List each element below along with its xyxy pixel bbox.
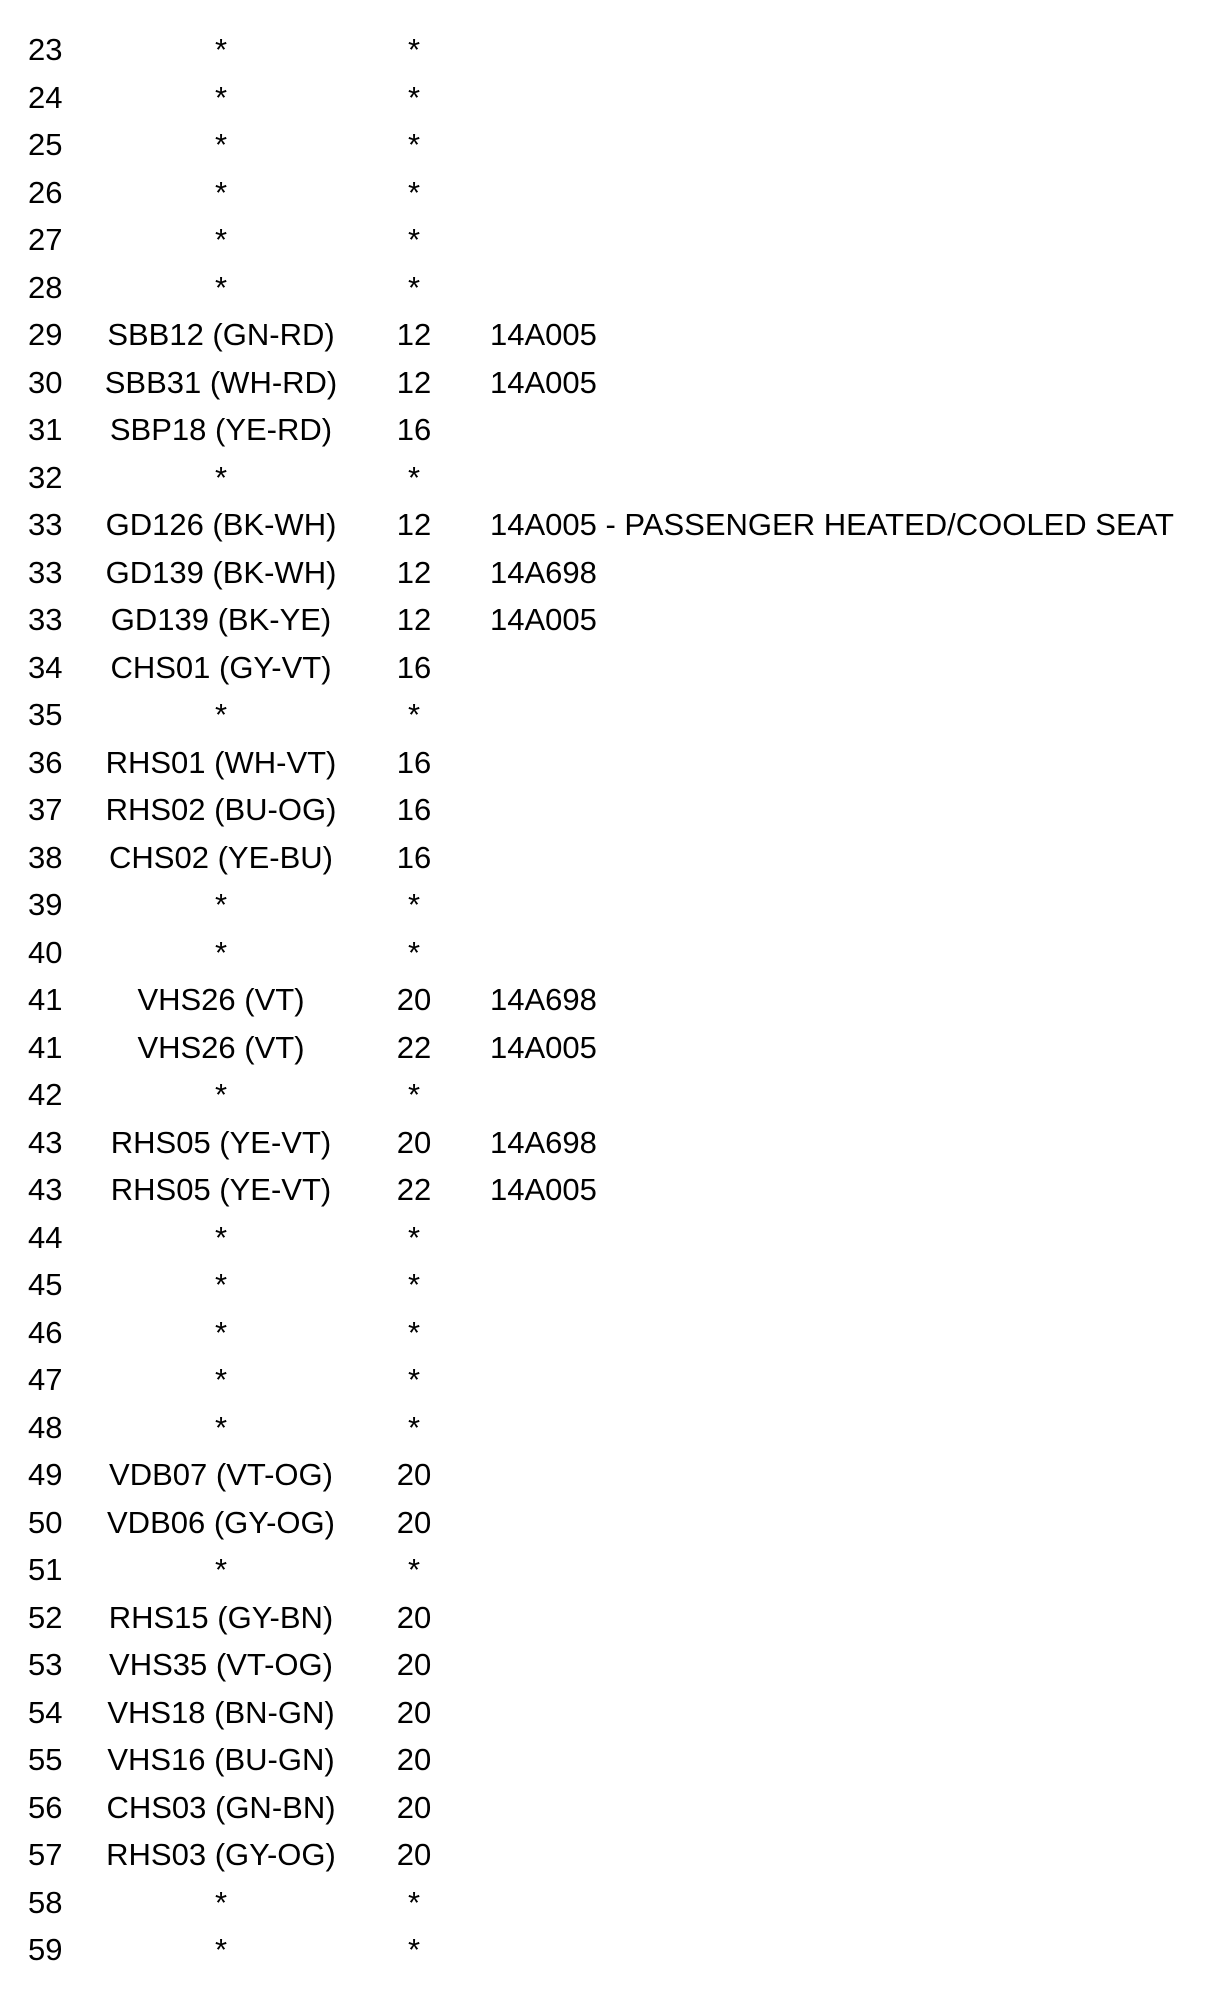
- table-row: [28, 1736, 1215, 1784]
- table-row: [28, 1119, 1215, 1167]
- circuit-cell: *: [214, 1219, 228, 1255]
- pin-cell: 53: [28, 1647, 63, 1682]
- circuit-cell: RHS03 (GY-OG): [106, 1837, 336, 1872]
- note-cell: [448, 121, 1215, 169]
- gauge-cell: 22: [396, 1172, 432, 1207]
- gauge-cell: 20: [396, 1457, 432, 1492]
- circuit-cell: VHS16 (BU-GN): [107, 1742, 335, 1777]
- circuit-cell: VHS26 (VT): [137, 982, 305, 1017]
- pin-cell: 40: [28, 934, 63, 970]
- note-cell: [448, 786, 1215, 834]
- table-row: [28, 549, 1215, 597]
- table-row: [28, 1214, 1215, 1262]
- circuit-cell: RHS02 (BU-OG): [105, 792, 337, 827]
- note-cell: 14A005: [490, 364, 597, 400]
- circuit-cell: *: [214, 1552, 228, 1587]
- pin-cell: 36: [28, 744, 63, 780]
- note-cell: [448, 739, 1215, 787]
- circuit-cell: GD139 (BK-WH): [105, 554, 337, 590]
- note-cell: 14A005 - PASSENGER HEATED/COOLED SEAT: [490, 507, 1174, 542]
- table-row: [28, 26, 1215, 74]
- pin-cell: 58: [28, 1884, 63, 1920]
- table-row: [28, 881, 1215, 929]
- gauge-cell: 20: [396, 1504, 432, 1540]
- note-cell: [448, 406, 1215, 454]
- gauge-cell: *: [407, 1362, 421, 1397]
- gauge-cell: 16: [396, 792, 432, 827]
- circuit-cell: *: [214, 79, 228, 115]
- circuit-cell: GD139 (BK-YE): [110, 602, 332, 637]
- note-cell: [448, 1404, 1215, 1452]
- note-cell: [448, 1784, 1215, 1832]
- pin-cell: 38: [28, 839, 63, 875]
- gauge-cell: *: [407, 697, 421, 732]
- gauge-cell: *: [407, 127, 421, 162]
- gauge-cell: *: [407, 1409, 421, 1445]
- table-row: [28, 1309, 1215, 1357]
- gauge-cell: *: [407, 222, 421, 257]
- circuit-cell: *: [214, 1314, 228, 1350]
- gauge-cell: 12: [396, 554, 432, 590]
- table-row: [28, 1784, 1215, 1832]
- note-cell: [448, 834, 1215, 882]
- gauge-cell: 16: [396, 839, 432, 875]
- note-cell: [448, 1736, 1215, 1784]
- note-cell: 14A005: [490, 602, 597, 637]
- pin-cell: 54: [28, 1694, 63, 1730]
- table-row: [28, 786, 1215, 834]
- table-row: [28, 1404, 1215, 1452]
- circuit-cell: VHS35 (VT-OG): [109, 1647, 333, 1682]
- circuit-cell: *: [214, 222, 228, 257]
- pin-cell: 39: [28, 887, 63, 922]
- circuit-cell: *: [214, 697, 228, 732]
- gauge-cell: *: [407, 887, 421, 922]
- circuit-cell: *: [214, 1267, 228, 1302]
- table-row: [28, 1641, 1215, 1689]
- note-cell: [448, 169, 1215, 217]
- table-row: [28, 1879, 1215, 1927]
- gauge-cell: *: [407, 1932, 421, 1967]
- table-row: [28, 644, 1215, 692]
- pin-cell: 57: [28, 1837, 63, 1872]
- circuit-cell: RHS15 (GY-BN): [108, 1599, 334, 1635]
- pin-cell: 37: [28, 792, 63, 827]
- table-row: [28, 121, 1215, 169]
- circuit-cell: *: [214, 174, 228, 210]
- pin-cell: 44: [28, 1219, 63, 1255]
- circuit-cell: SBP18 (YE-RD): [109, 412, 333, 447]
- pin-cell: 31: [28, 412, 63, 447]
- circuit-cell: *: [214, 1932, 228, 1967]
- pin-cell: 45: [28, 1267, 63, 1302]
- pin-cell: 59: [28, 1932, 63, 1967]
- pin-cell: 32: [28, 459, 63, 495]
- gauge-cell: 20: [396, 1789, 432, 1825]
- gauge-cell: 20: [396, 982, 432, 1017]
- table-row: [28, 1926, 1215, 1974]
- pin-cell: 47: [28, 1362, 63, 1397]
- table-row: [28, 406, 1215, 454]
- pin-cell: 41: [28, 982, 63, 1017]
- gauge-cell: *: [407, 1219, 421, 1255]
- pin-cell: 30: [28, 364, 63, 400]
- circuit-cell: CHS02 (YE-BU): [109, 839, 333, 875]
- table-row: [28, 1594, 1215, 1642]
- gauge-cell: 12: [396, 317, 432, 352]
- table-row: [28, 359, 1215, 407]
- pin-cell: 41: [28, 1029, 63, 1065]
- circuit-cell: SBB12 (GN-RD): [107, 317, 335, 352]
- circuit-cell: RHS05 (YE-VT): [110, 1172, 332, 1207]
- circuit-cell: VHS26 (VT): [137, 1029, 305, 1065]
- note-cell: [448, 264, 1215, 312]
- circuit-cell: *: [214, 127, 228, 162]
- table-row: [28, 264, 1215, 312]
- circuit-cell: *: [214, 934, 228, 970]
- circuit-cell: RHS05 (YE-VT): [110, 1124, 332, 1160]
- pin-cell: 52: [28, 1599, 63, 1635]
- circuit-cell: VDB07 (VT-OG): [109, 1457, 333, 1492]
- table-row: [28, 311, 1215, 359]
- gauge-cell: 16: [396, 412, 432, 447]
- pin-cell: 46: [28, 1314, 63, 1350]
- circuit-cell: GD126 (BK-WH): [105, 507, 337, 542]
- table-row: [28, 74, 1215, 122]
- pin-cell: 26: [28, 174, 63, 210]
- circuit-cell: *: [214, 1409, 228, 1445]
- circuit-cell: *: [214, 269, 228, 305]
- pin-cell: 48: [28, 1409, 63, 1445]
- note-cell: [448, 1071, 1215, 1119]
- pin-cell: 33: [28, 507, 63, 542]
- note-cell: [448, 1451, 1215, 1499]
- pin-cell: 56: [28, 1789, 63, 1825]
- gauge-cell: 20: [396, 1694, 432, 1730]
- table-row: [28, 454, 1215, 502]
- note-cell: 14A698: [490, 982, 597, 1017]
- note-cell: [448, 1546, 1215, 1594]
- table-row: [28, 691, 1215, 739]
- pin-cell: 28: [28, 269, 63, 305]
- note-cell: [448, 644, 1215, 692]
- note-cell: [448, 1356, 1215, 1404]
- circuit-cell: CHS01 (GY-VT): [110, 649, 332, 685]
- note-cell: [448, 1831, 1215, 1879]
- table-row: [28, 596, 1215, 644]
- note-cell: [448, 1261, 1215, 1309]
- table-row: [28, 1831, 1215, 1879]
- pin-cell: 27: [28, 222, 63, 257]
- gauge-cell: *: [407, 32, 421, 67]
- gauge-cell: *: [407, 1552, 421, 1587]
- table-row: [28, 1499, 1215, 1547]
- gauge-cell: *: [407, 174, 421, 210]
- table-row: [28, 1689, 1215, 1737]
- pin-cell: 24: [28, 79, 63, 115]
- gauge-cell: 20: [396, 1647, 432, 1682]
- table-row: [28, 834, 1215, 882]
- gauge-cell: 20: [396, 1124, 432, 1160]
- pin-cell: 35: [28, 697, 63, 732]
- table-row: [28, 1356, 1215, 1404]
- gauge-cell: 20: [396, 1837, 432, 1872]
- note-cell: [448, 216, 1215, 264]
- gauge-cell: *: [407, 1077, 421, 1112]
- circuit-cell: *: [214, 1362, 228, 1397]
- gauge-cell: *: [407, 934, 421, 970]
- circuit-cell: VDB06 (GY-OG): [107, 1504, 335, 1540]
- pin-cell: 33: [28, 602, 63, 637]
- circuit-cell: *: [214, 887, 228, 922]
- pin-cell: 33: [28, 554, 63, 590]
- pin-cell: 50: [28, 1504, 63, 1540]
- note-cell: [448, 691, 1215, 739]
- note-cell: [448, 1309, 1215, 1357]
- table-row: [28, 1261, 1215, 1309]
- note-cell: 14A005: [490, 317, 597, 352]
- note-cell: [448, 881, 1215, 929]
- note-cell: [448, 1641, 1215, 1689]
- gauge-cell: 12: [396, 602, 432, 637]
- note-cell: [448, 929, 1215, 977]
- pin-cell: 43: [28, 1172, 63, 1207]
- pin-cell: 43: [28, 1124, 63, 1160]
- pin-cell: 23: [28, 32, 63, 67]
- gauge-cell: 12: [396, 507, 432, 542]
- pin-cell: 29: [28, 317, 63, 352]
- table-row: [28, 501, 1215, 549]
- note-cell: [448, 26, 1215, 74]
- circuit-cell: VHS18 (BN-GN): [107, 1694, 335, 1730]
- table-row: [28, 216, 1215, 264]
- circuit-cell: SBB31 (WH-RD): [104, 364, 338, 400]
- gauge-cell: *: [407, 1267, 421, 1302]
- pin-cell: 34: [28, 649, 63, 685]
- note-cell: [448, 1926, 1215, 1974]
- note-cell: [448, 1499, 1215, 1547]
- table-row: [28, 739, 1215, 787]
- gauge-cell: 20: [396, 1742, 432, 1777]
- gauge-cell: *: [407, 1314, 421, 1350]
- gauge-cell: 16: [396, 744, 432, 780]
- note-cell: [448, 1689, 1215, 1737]
- note-cell: [448, 1879, 1215, 1927]
- note-cell: [448, 454, 1215, 502]
- note-cell: 14A698: [490, 554, 597, 590]
- note-cell: [448, 74, 1215, 122]
- gauge-cell: *: [407, 459, 421, 495]
- note-cell: 14A005: [490, 1029, 597, 1065]
- table-row: [28, 1166, 1215, 1214]
- pin-cell: 42: [28, 1077, 63, 1112]
- circuit-cell: CHS03 (GN-BN): [106, 1789, 336, 1825]
- circuit-cell: *: [214, 32, 228, 67]
- table-row: [28, 929, 1215, 977]
- gauge-cell: 12: [396, 364, 432, 400]
- note-cell: 14A698: [490, 1124, 597, 1160]
- table-row: [28, 169, 1215, 217]
- note-cell: [448, 1594, 1215, 1642]
- table-row: [28, 1071, 1215, 1119]
- gauge-cell: *: [407, 79, 421, 115]
- pin-cell: 55: [28, 1742, 63, 1777]
- pin-cell: 25: [28, 127, 63, 162]
- table-row: [28, 1546, 1215, 1594]
- gauge-cell: *: [407, 1884, 421, 1920]
- gauge-cell: 16: [396, 649, 432, 685]
- pin-cell: 51: [28, 1552, 63, 1587]
- note-cell: 14A005: [490, 1172, 597, 1207]
- gauge-cell: 22: [396, 1029, 432, 1065]
- gauge-cell: *: [407, 269, 421, 305]
- circuit-cell: RHS01 (WH-VT): [105, 744, 337, 780]
- circuit-cell: *: [214, 1077, 228, 1112]
- table-row: [28, 1024, 1215, 1072]
- table-row: [28, 1451, 1215, 1499]
- pin-cell: 49: [28, 1457, 63, 1492]
- pinout-table: [28, 26, 1215, 1974]
- note-cell: [448, 1214, 1215, 1262]
- circuit-cell: *: [214, 1884, 228, 1920]
- table-row: [28, 976, 1215, 1024]
- circuit-cell: *: [214, 459, 228, 495]
- gauge-cell: 20: [396, 1599, 432, 1635]
